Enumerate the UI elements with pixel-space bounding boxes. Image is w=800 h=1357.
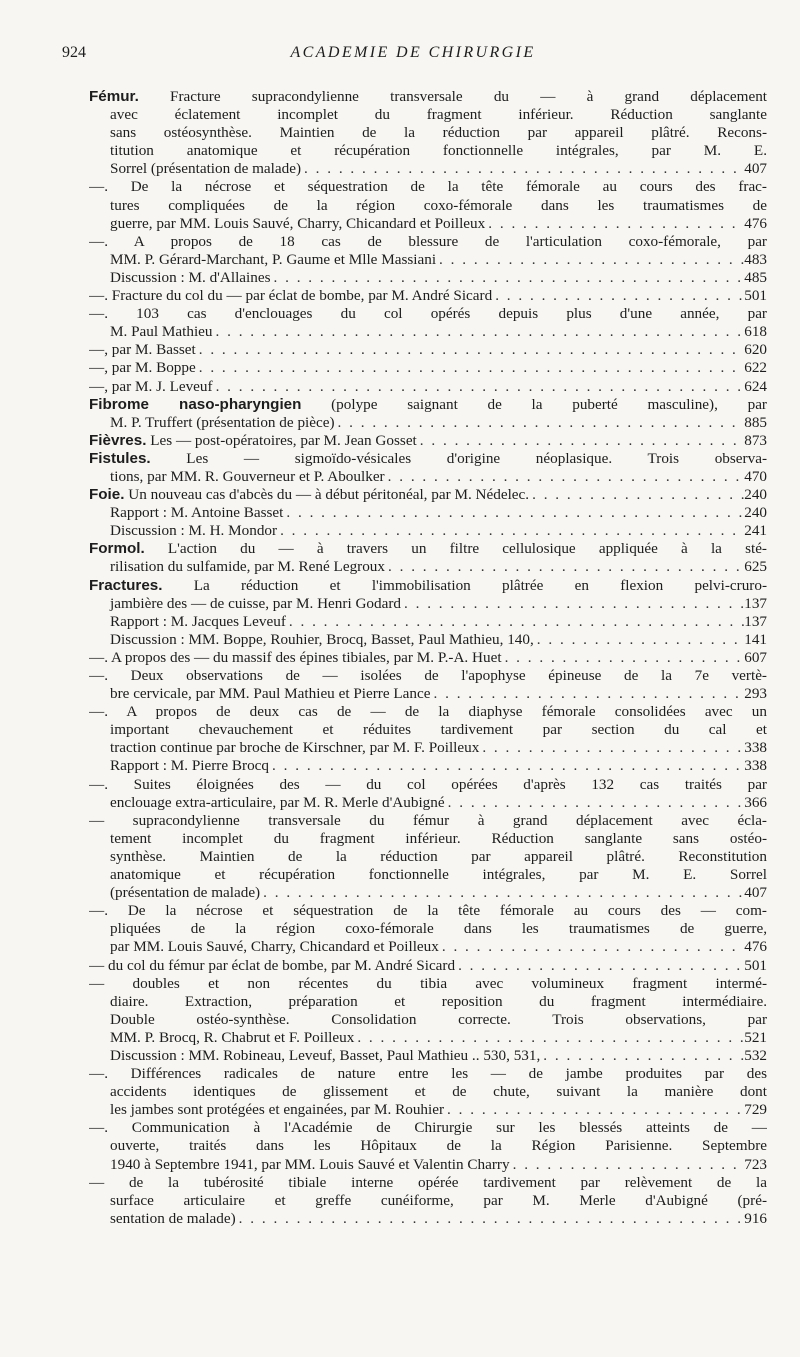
dot-leader: [534, 631, 744, 649]
entry-keyword: Fibrome naso-pharyngien: [89, 395, 302, 413]
dot-leader: [277, 522, 744, 540]
index-entry: [89, 649, 767, 667]
dot-leader: [283, 504, 744, 522]
entry-line: [89, 323, 767, 341]
entry-line: [89, 178, 767, 196]
page-reference: 141: [744, 630, 767, 648]
entry-text: MM. P. Brocq, R. Chabrut et F. Poilleux: [110, 1028, 355, 1046]
index-content: [89, 88, 767, 1228]
entry-text: — doubles et non récentes du tibia avec volumineux fragment intermé-: [89, 974, 767, 992]
entry-text: (polype saignant de la puberté masculine), par: [331, 395, 767, 413]
entry-text: sentation de malade): [110, 1209, 236, 1227]
entry-line: [89, 776, 767, 794]
entry-line: [89, 739, 767, 757]
entry-text: avec éclatement incomplet du fragment inférieur. Réduction sanglante: [110, 106, 767, 124]
index-entry: [89, 667, 767, 703]
page-reference: 241: [744, 522, 767, 540]
index-entry: [89, 341, 767, 359]
entry-text: ouverte, traités dans les Hôpitaux de la Région Parisienne. Septembre: [110, 1137, 767, 1155]
index-entry: [89, 378, 767, 396]
index-entry: [89, 522, 767, 540]
dot-leader: [385, 558, 744, 576]
page-reference: 137: [744, 594, 767, 612]
entry-text: — du col du fémur par éclat de bombe, par M. André Sicard: [89, 956, 456, 974]
page-reference: 622: [744, 359, 767, 377]
entry-text: Un nouveau cas d'abcès du — à début péritonéal, par M. Nédelec.: [128, 486, 530, 504]
dot-leader: [510, 1156, 745, 1174]
index-entry: [89, 432, 767, 450]
entry-line: [89, 269, 767, 287]
entry-text: synthèse. Maintien de la réduction par appareil plâtré. Reconstitution: [110, 847, 767, 865]
entry-line: [89, 233, 767, 251]
dot-leader: [455, 957, 744, 975]
entry-line: [89, 1065, 767, 1083]
index-entry: [89, 631, 767, 649]
entry-text: diaire. Extraction, préparation et reposition du fragment intermédiaire.: [110, 992, 767, 1010]
dot-leader: [286, 613, 744, 631]
page-reference: 729: [744, 1101, 767, 1119]
entry-line: [89, 106, 767, 124]
page-reference: 338: [744, 757, 767, 775]
entry-text: —. 103 cas d'enclouages du col opérés depuis plus d'une année, par: [89, 305, 767, 323]
dot-leader: [431, 685, 745, 703]
entry-line: [89, 468, 767, 486]
entry-line: [89, 703, 767, 721]
entry-text: titution anatomique et récupération fonctionnelle intégrales, par M. E.: [110, 142, 767, 160]
index-entry: [89, 287, 767, 305]
entry-line: [89, 396, 767, 414]
dot-leader: [401, 595, 744, 613]
page-reference: 723: [744, 1155, 767, 1173]
index-entry: [89, 396, 767, 432]
page-reference: 624: [744, 377, 767, 395]
entry-line: [89, 721, 767, 739]
entry-text: Rapport : M. Antoine Basset: [110, 504, 284, 522]
entry-text: M. Paul Mathieu: [110, 323, 213, 341]
entry-line: [89, 1101, 767, 1119]
entry-line: [89, 142, 767, 160]
entry-line: [89, 1047, 767, 1065]
entry-keyword: Fractures.: [89, 576, 163, 594]
entry-line: [89, 359, 767, 377]
index-entry: [89, 776, 767, 812]
entry-line: [89, 1083, 767, 1101]
page-reference: 407: [744, 884, 767, 902]
page-reference: 366: [744, 793, 767, 811]
entry-line: [89, 124, 767, 142]
entry-line: [89, 432, 767, 450]
page-reference: 885: [744, 413, 767, 431]
dot-leader: [269, 757, 744, 775]
page-reference: 407: [744, 160, 767, 178]
page-reference: 476: [744, 938, 767, 956]
entry-text: —. De la nécrose et séquestration de la tête fémorale au cours des frac-: [89, 178, 767, 196]
entry-text: Rapport : M. Jacques Leveuf: [110, 612, 286, 630]
index-entry: [89, 1047, 767, 1065]
index-entry: [89, 450, 767, 486]
entry-text: 1940 à Septembre 1941, par MM. Louis Sauvé et Valentin Charry: [110, 1155, 510, 1173]
entry-text: — supracondylienne transversale du fémur à grand déplacement avec écla-: [89, 811, 767, 829]
entry-line: [89, 794, 767, 812]
entry-text: —. Suites éloignées des — du col opérées d'après 132 cas traités par: [89, 775, 767, 793]
entry-keyword: Fémur.: [89, 88, 139, 105]
entry-line: [89, 414, 767, 432]
entry-text: —. A propos de 18 cas de blessure de l'articulation coxo-fémorale, par: [89, 232, 767, 250]
dot-leader: [213, 378, 745, 396]
entry-line: [89, 957, 767, 975]
entry-line: [89, 757, 767, 775]
entry-line: [89, 558, 767, 576]
entry-text: Sorrel (présentation de malade): [110, 160, 302, 178]
page-reference: 501: [744, 956, 767, 974]
dot-leader: [445, 794, 745, 812]
entry-text: —. Différences radicales de nature entre les — de jambe produites par des: [89, 1065, 767, 1083]
entry-line: [89, 1011, 767, 1029]
entry-line: [89, 866, 767, 884]
entry-text: —. Fracture du col du — par éclat de bombe, par M. André Sicard: [89, 287, 493, 305]
dot-leader: [444, 1101, 744, 1119]
page-reference: 521: [744, 1028, 767, 1046]
entry-line: [89, 504, 767, 522]
page-reference: 625: [744, 558, 767, 576]
entry-keyword: Formol.: [89, 540, 145, 558]
page-reference: 501: [744, 287, 767, 305]
entry-text: Discussion : MM. Boppe, Rouhier, Brocq, Basset, Paul Mathieu, 140,: [110, 630, 534, 648]
entry-text: Les — sigmoïdo-vésicales d'origine néoplasique. Trois observa-: [186, 449, 767, 467]
index-entry: [89, 902, 767, 956]
page-reference: 483: [744, 250, 767, 268]
entry-keyword: Foie.: [89, 486, 125, 504]
entry-text: Les — post-opératoires, par M. Jean Gosset: [150, 431, 417, 449]
entry-keyword: Fièvres.: [89, 431, 147, 449]
index-entry: [89, 233, 767, 269]
dot-leader: [492, 287, 744, 305]
dot-leader: [479, 739, 744, 757]
entry-line: [89, 631, 767, 649]
entry-text: par MM. Louis Sauvé, Charry, Chicandard et Poilleux: [110, 938, 439, 956]
entry-line: [89, 1210, 767, 1228]
entry-line: [89, 160, 767, 178]
entry-line: [89, 215, 767, 233]
page-reference: 240: [744, 504, 767, 522]
entry-text: Rapport : M. Pierre Brocq: [110, 757, 270, 775]
index-entry: [89, 957, 767, 975]
page-header: [62, 44, 764, 68]
entry-text: jambière des — de cuisse, par M. Henri Godard: [110, 594, 402, 612]
entry-text: tures compliquées de la région coxo-fémorale dans les traumatismes de: [110, 196, 767, 214]
entry-text: —. De la nécrose et séquestration de la tête fémorale au cours des — com-: [89, 902, 767, 920]
entry-text: tions, par MM. R. Gouverneur et P. Aboulker: [110, 467, 385, 485]
entry-line: [89, 1156, 767, 1174]
index-entry: [89, 88, 767, 178]
entry-text: accidents identiques de glissement et de chute, suivant la manière dont: [110, 1083, 767, 1101]
entry-text: —, par M. Basset: [89, 341, 196, 359]
dot-leader: [354, 1029, 744, 1047]
entry-text: — de la tubérosité tibiale interne opérée tardivement par relèvement de la: [89, 1173, 767, 1191]
entry-line: [89, 88, 767, 106]
entry-text: —. Deux observations de — isolées de l'apophyse épineuse de la 7e vertè-: [89, 667, 767, 684]
index-entry: [89, 305, 767, 341]
dot-leader: [417, 432, 744, 450]
index-entry: [89, 1065, 767, 1119]
entry-text: —. Communication à l'Académie de Chirurgie sur les blessés atteints de —: [89, 1119, 767, 1137]
entry-line: [89, 1174, 767, 1192]
entry-line: [89, 540, 767, 558]
dot-leader: [335, 414, 745, 432]
entry-line: [89, 305, 767, 323]
entry-line: [89, 1137, 767, 1155]
page-reference: 607: [744, 648, 767, 666]
entry-line: [89, 1119, 767, 1137]
entry-line: [89, 848, 767, 866]
dot-leader: [196, 341, 744, 359]
entry-line: [89, 197, 767, 215]
entry-line: [89, 902, 767, 920]
entry-text: La réduction et l'immobilisation plâtrée en flexion pelvi-cruro-: [193, 576, 767, 594]
dot-leader: [260, 884, 744, 902]
dot-leader: [436, 251, 744, 269]
dot-leader: [485, 215, 744, 233]
entry-line: [89, 685, 767, 703]
index-entry: [89, 703, 767, 757]
dot-leader: [271, 269, 745, 287]
dot-leader: [196, 359, 744, 377]
index-entry: [89, 613, 767, 631]
entry-text: (présentation de malade): [110, 884, 261, 902]
entry-line: [89, 613, 767, 631]
entry-line: [89, 812, 767, 830]
index-entry: [89, 269, 767, 287]
page-reference: 485: [744, 268, 767, 286]
entry-text: guerre, par MM. Louis Sauvé, Charry, Chicandard et Poilleux: [110, 214, 486, 232]
entry-text: rilisation du sulfamide, par M. René Legroux: [110, 558, 385, 576]
entry-line: [89, 667, 767, 685]
entry-keyword: Fistules.: [89, 449, 151, 467]
page-number: 924: [62, 44, 86, 61]
entry-text: Double ostéo-synthèse. Consolidation correcte. Trois observations, par: [110, 1010, 767, 1028]
entry-line: [89, 649, 767, 667]
entry-line: [89, 975, 767, 993]
entry-text: —. A propos de deux cas de — de la diaphyse fémorale consolidées avec un: [89, 703, 767, 721]
entry-line: [89, 938, 767, 956]
index-entry: [89, 975, 767, 1047]
index-entry: [89, 577, 767, 613]
entry-text: important chevauchement et réduites tardivement par section du cal et: [110, 721, 767, 739]
dot-leader: [385, 468, 745, 486]
dot-leader: [439, 938, 744, 956]
entry-text: sans ostéosynthèse. Maintien de la réduction par appareil plâtré. Recons-: [110, 124, 767, 142]
dot-leader: [502, 649, 745, 667]
entry-line: [89, 1029, 767, 1047]
entry-line: [89, 1192, 767, 1210]
entry-line: [89, 251, 767, 269]
entry-text: Discussion : M. d'Allaines: [110, 268, 271, 286]
page-reference: 137: [744, 612, 767, 630]
entry-text: pliquées de la région coxo-fémorale dans les traumatismes de guerre,: [110, 920, 767, 938]
entry-line: [89, 341, 767, 359]
index-entry: [89, 1174, 767, 1228]
index-entry: [89, 504, 767, 522]
entry-text: les jambes sont protégées et engainées, par M. Rouhier: [110, 1101, 445, 1119]
entry-line: [89, 577, 767, 595]
entry-text: surface articulaire et greffe cunéiforme, par M. Merle d'Aubigné (pré-: [110, 1191, 767, 1209]
index-entry: [89, 178, 767, 232]
page-reference: 620: [744, 341, 767, 359]
page-reference: 618: [744, 323, 767, 341]
entry-line: [89, 595, 767, 613]
entry-text: L'action du — à travers un filtre cellulosique appliquée à la sté-: [167, 540, 767, 558]
entry-text: M. P. Truffert (présentation de pièce): [110, 413, 335, 431]
entry-line: [89, 522, 767, 540]
entry-line: [89, 450, 767, 468]
entry-text: Fracture supracondylienne transversale du — à grand déplacement: [170, 88, 767, 105]
running-title: ACADEMIE DE CHIRURGIE: [290, 44, 536, 61]
index-entry: [89, 486, 767, 504]
page-reference: 476: [744, 214, 767, 232]
entry-text: tement incomplet du fragment inférieur. Réduction sanglante sans ostéo-: [110, 829, 767, 847]
entry-line: [89, 287, 767, 305]
entry-line: [89, 993, 767, 1011]
entry-text: Discussion : MM. Robineau, Leveuf, Basset, Paul Mathieu .. 530, 531,: [110, 1046, 541, 1064]
dot-leader: [529, 486, 744, 504]
entry-text: —, par M. Boppe: [89, 359, 196, 377]
index-entry: [89, 757, 767, 775]
page-reference: 240: [744, 486, 767, 504]
entry-text: Discussion : M. H. Mondor: [110, 522, 278, 540]
dot-leader: [540, 1047, 744, 1065]
entry-line: [89, 486, 767, 504]
entry-line: [89, 378, 767, 396]
entry-text: enclouage extra-articulaire, par M. R. Merle d'Aubigné: [110, 793, 445, 811]
page-reference: 873: [744, 431, 767, 449]
entry-text: anatomique et récupération fonctionnelle intégrales, par M. E. Sorrel: [110, 866, 767, 884]
dot-leader: [213, 323, 745, 341]
page-reference: 338: [744, 739, 767, 757]
page-reference: 532: [744, 1046, 767, 1064]
entry-line: [89, 884, 767, 902]
page-reference: 293: [744, 685, 767, 703]
entry-line: [89, 920, 767, 938]
entry-text: traction continue par broche de Kirschner, par M. F. Poilleux: [110, 739, 480, 757]
entry-text: bre cervicale, par MM. Paul Mathieu et Pierre Lance: [110, 685, 431, 703]
dot-leader: [301, 160, 744, 178]
index-entry: [89, 359, 767, 377]
entry-text: MM. P. Gérard-Marchant, P. Gaume et Mlle Massiani: [110, 250, 437, 268]
dot-leader: [236, 1210, 745, 1228]
entry-line: [89, 830, 767, 848]
page-reference: 916: [744, 1209, 767, 1227]
index-entry: [89, 812, 767, 902]
entry-text: —. A propos des — du massif des épines tibiales, par M. P.-A. Huet: [89, 648, 502, 666]
entry-text: —, par M. J. Leveuf: [89, 377, 213, 395]
page-reference: 470: [744, 467, 767, 485]
index-entry: [89, 1119, 767, 1173]
index-entry: [89, 540, 767, 576]
